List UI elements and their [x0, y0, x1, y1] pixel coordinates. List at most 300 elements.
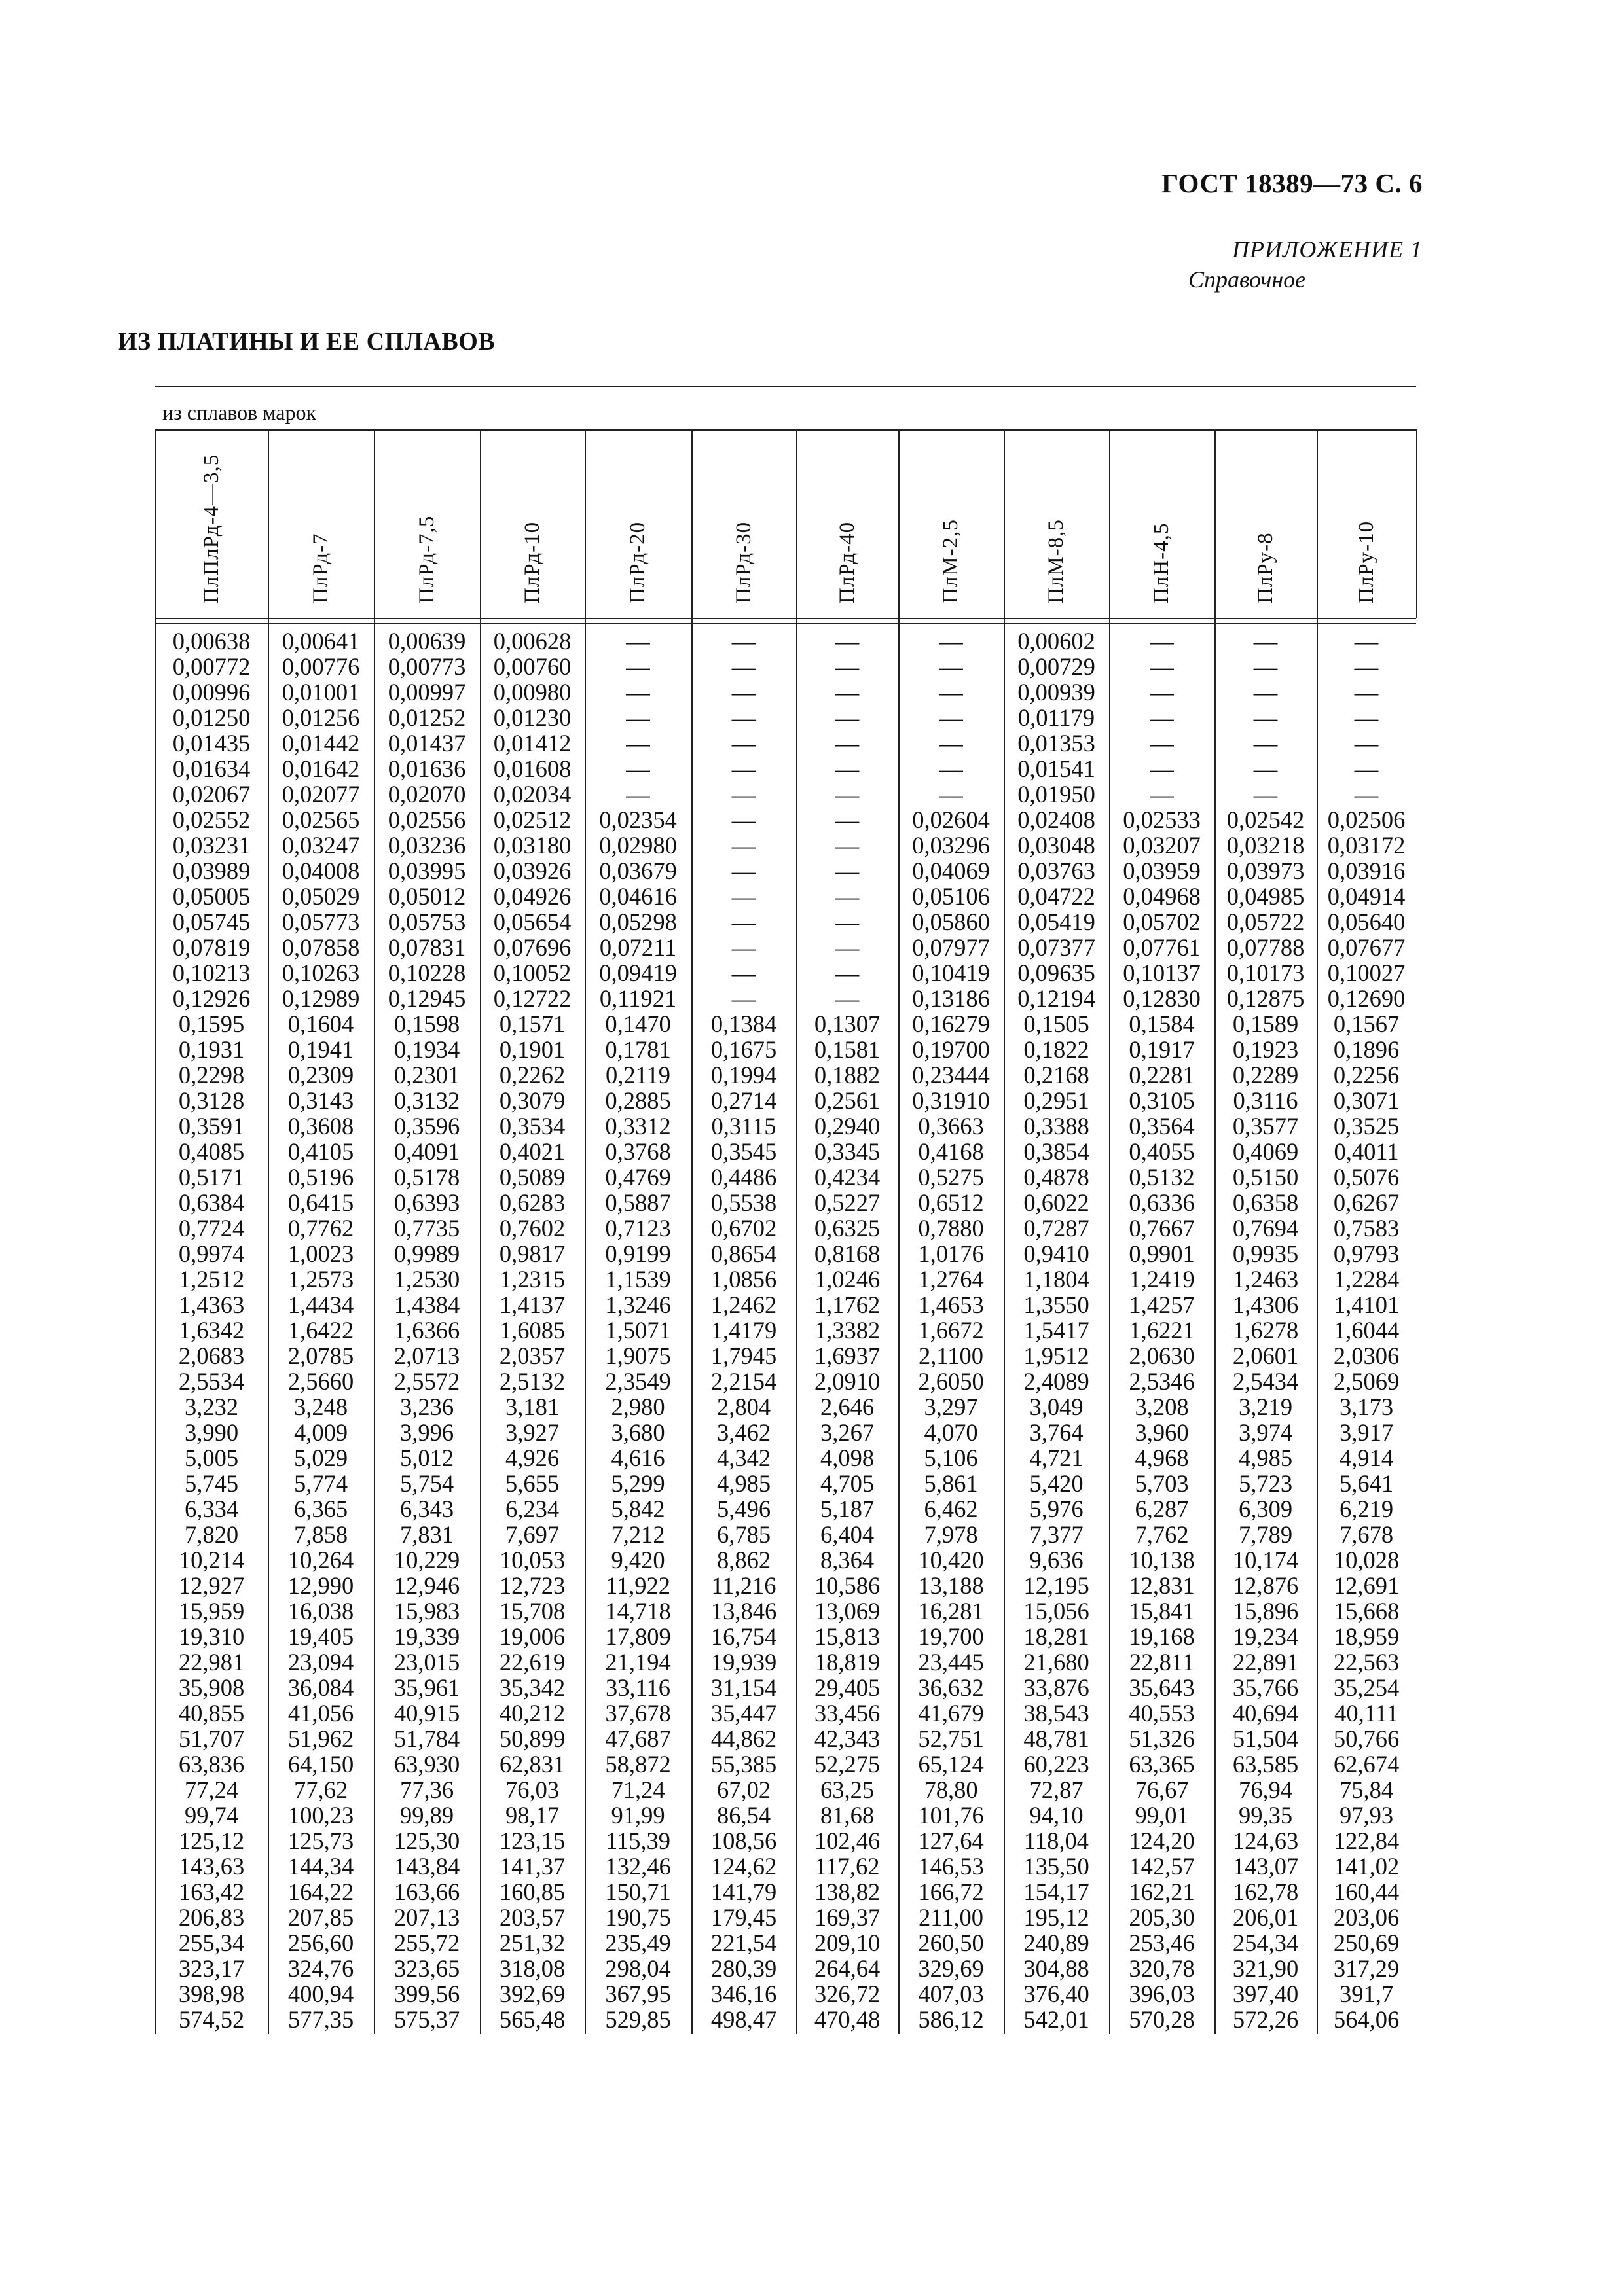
table-cell: 51,784: [393, 1725, 460, 1752]
table-cell: 3,960: [1135, 1419, 1189, 1446]
table-cell: 0,7602: [499, 1215, 566, 1242]
table-cell: 12,195: [1023, 1572, 1089, 1599]
table-cell: 586,12: [918, 2006, 984, 2033]
table-cell: 318,08: [499, 1955, 566, 1982]
table-cell: 0,6283: [499, 1189, 566, 1216]
table-cell: —: [1354, 653, 1379, 680]
table-cell: 3,248: [293, 1393, 348, 1420]
table-cell: 13,069: [814, 1598, 881, 1624]
table-cell: 391,7: [1339, 1981, 1394, 2007]
table-cell: 47,687: [605, 1725, 671, 1752]
table-cell: 150,71: [605, 1878, 671, 1905]
column-header: [691, 429, 796, 618]
column-header: [268, 429, 374, 618]
table-cell: —: [731, 730, 756, 757]
table-cell: 143,63: [178, 1853, 245, 1880]
table-cell: 2,646: [820, 1393, 875, 1420]
table-cell: 40,855: [178, 1700, 245, 1727]
column-values: [1317, 628, 1416, 2032]
table-cell: 1,6366: [393, 1317, 460, 1344]
table-cell: —: [1150, 679, 1174, 706]
table-cell: 0,2714: [710, 1087, 777, 1114]
table-cell: 35,766: [1232, 1674, 1299, 1701]
table-cell: 35,447: [710, 1700, 777, 1727]
table-cell: 16,754: [710, 1623, 777, 1650]
table-cell: 0,7880: [918, 1215, 984, 1242]
column-values: [898, 628, 1004, 2032]
table-cell: 0,3115: [711, 1113, 776, 1139]
table-cell: 209,10: [814, 1929, 881, 1956]
column-header: [898, 429, 1004, 618]
table-cell: —: [1253, 653, 1278, 680]
column-header-label: ПлРд-20: [626, 521, 649, 603]
table-cell: —: [835, 704, 860, 731]
table-cell: 3,974: [1238, 1419, 1293, 1446]
table-cell: 0,6702: [710, 1215, 777, 1242]
table-cell: 0,10052: [493, 960, 572, 986]
table-cell: 1,6342: [178, 1317, 245, 1344]
table-cell: 22,891: [1232, 1649, 1299, 1676]
table-cell: 7,762: [1135, 1521, 1189, 1548]
table-cell: 7,377: [1029, 1521, 1084, 1548]
table-cell: 36,084: [287, 1674, 354, 1701]
table-cell: 235,49: [605, 1929, 671, 1956]
table-cell: —: [626, 730, 650, 757]
column-values: [585, 628, 691, 2032]
table-cell: 4,721: [1029, 1444, 1084, 1471]
table-cell: 0,12875: [1226, 985, 1305, 1012]
table-cell: 2,0357: [499, 1342, 566, 1369]
table-cell: 0,3071: [1333, 1087, 1400, 1114]
table-cell: 5,703: [1135, 1470, 1189, 1497]
table-cell: 0,10137: [1123, 960, 1201, 986]
table-cell: 5,745: [184, 1470, 239, 1497]
table-cell: 51,504: [1232, 1725, 1299, 1752]
table-cell: —: [731, 960, 756, 986]
table-cell: 264,64: [814, 1955, 881, 1982]
table-cell: 0,02408: [1017, 806, 1095, 833]
table-cell: 160,85: [499, 1878, 566, 1905]
column-header: [155, 429, 268, 618]
table-cell: 0,07831: [388, 934, 466, 961]
table-cell: 0,2301: [393, 1062, 460, 1088]
table-cell: 22,619: [499, 1649, 566, 1676]
column-header-label: ПлРу-8: [1253, 532, 1277, 603]
table-cell: 41,056: [287, 1700, 354, 1727]
table-cell: —: [835, 985, 860, 1012]
table-cell: 141,79: [710, 1878, 777, 1905]
table-cell: —: [731, 985, 756, 1012]
table-cell: 255,72: [393, 1929, 460, 1956]
table-cell: 1,6422: [287, 1317, 354, 1344]
table-cell: 0,03763: [1017, 857, 1095, 884]
table-cell: 124,62: [710, 1853, 777, 1880]
column-header: [1317, 429, 1416, 618]
table-cell: 1,1539: [605, 1266, 671, 1293]
table-cell: 0,01442: [282, 730, 360, 757]
table-cell: 0,4105: [287, 1138, 354, 1165]
table-cell: 0,3345: [814, 1138, 881, 1165]
table-cell: 0,03916: [1327, 857, 1406, 884]
table-cell: 10,229: [393, 1547, 460, 1573]
table-cell: 0,3525: [1333, 1113, 1400, 1139]
table-cell: 324,76: [287, 1955, 354, 1982]
table-cell: 0,09419: [599, 960, 677, 986]
table-cell: 0,07858: [282, 934, 360, 961]
table-cell: 400,94: [287, 1981, 354, 2007]
table-cell: 0,00996: [172, 679, 251, 706]
table-cell: 19,700: [918, 1623, 984, 1650]
table-cell: 1,2284: [1333, 1266, 1400, 1293]
table-cell: 0,11921: [599, 985, 677, 1012]
table-cell: 0,05773: [282, 908, 360, 935]
table-cell: —: [1253, 628, 1278, 655]
table-cell: 18,959: [1333, 1623, 1400, 1650]
table-cell: 3,297: [924, 1393, 978, 1420]
table-cell: 0,03679: [599, 857, 677, 884]
table-cell: 1,4653: [918, 1291, 984, 1318]
table-cell: —: [731, 755, 756, 782]
table-cell: 102,46: [814, 1827, 881, 1854]
table-cell: 7,678: [1339, 1521, 1394, 1548]
table-cell: 10,138: [1129, 1547, 1195, 1573]
table-cell: 0,3534: [499, 1113, 566, 1139]
table-cell: 203,06: [1333, 1904, 1400, 1931]
table-cell: —: [731, 781, 756, 808]
table-cell: 160,44: [1333, 1878, 1400, 1905]
table-cell: 4,705: [820, 1470, 875, 1497]
table-subheader: из сплавов марок: [162, 401, 317, 424]
table-cell: 5,005: [184, 1444, 239, 1471]
table-cell: —: [835, 832, 860, 859]
table-cell: 19,234: [1232, 1623, 1299, 1650]
table-cell: 2,5434: [1232, 1368, 1299, 1395]
table-cell: 0,4021: [499, 1138, 566, 1165]
table-cell: 125,30: [393, 1827, 460, 1854]
table-cell: 0,2885: [605, 1087, 671, 1114]
table-cell: 1,2512: [178, 1266, 245, 1293]
table-body-rule: [155, 618, 1416, 619]
table-cell: 0,9974: [178, 1240, 245, 1267]
table-cell: —: [731, 934, 756, 961]
table-cell: 0,4085: [178, 1138, 245, 1165]
table-cell: 5,299: [611, 1470, 665, 1497]
table-cell: 135,50: [1023, 1853, 1089, 1880]
table-cell: 15,813: [814, 1623, 881, 1650]
table-cell: 15,056: [1023, 1598, 1089, 1624]
table-cell: 572,26: [1232, 2006, 1299, 2033]
table-cell: 1,4101: [1333, 1291, 1400, 1318]
table-cell: 35,342: [499, 1674, 566, 1701]
table-cell: 10,586: [814, 1572, 881, 1599]
table-cell: 0,01256: [282, 704, 360, 731]
table-cell: 564,06: [1333, 2006, 1400, 2033]
table-cell: 15,708: [499, 1598, 566, 1624]
table-cell: 51,707: [178, 1725, 245, 1752]
table-cell: 3,764: [1029, 1419, 1084, 1446]
table-cell: 207,13: [393, 1904, 460, 1931]
table-cell: —: [939, 679, 963, 706]
table-cell: 2,0601: [1232, 1342, 1299, 1369]
table-cell: 0,07377: [1017, 934, 1095, 961]
table-cell: 108,56: [710, 1827, 777, 1854]
table-cell: 162,78: [1232, 1878, 1299, 1905]
table-cell: 1,2462: [710, 1291, 777, 1318]
table-cell: 5,029: [293, 1444, 348, 1471]
table-cell: 376,40: [1023, 1981, 1089, 2007]
table-cell: 5,420: [1029, 1470, 1084, 1497]
table-cell: 323,17: [178, 1955, 245, 1982]
section-title: ИЗ ПЛАТИНЫ И ЕЕ СПЛАВОВ: [118, 328, 496, 355]
table-cell: 0,03048: [1017, 832, 1095, 859]
table-cell: —: [1354, 781, 1379, 808]
table-cell: 154,17: [1023, 1878, 1089, 1905]
table-cell: 115,39: [605, 1827, 671, 1854]
table-cell: —: [731, 628, 756, 655]
table-column-divider: [1416, 429, 1417, 618]
table-cell: 0,5196: [287, 1164, 354, 1191]
table-cell: 0,01435: [172, 730, 251, 757]
table-cell: 0,6336: [1129, 1189, 1195, 1216]
table-cell: 12,946: [393, 1572, 460, 1599]
table-cell: 0,02034: [493, 781, 572, 808]
table-cell: 4,968: [1135, 1444, 1189, 1471]
table-cell: 5,187: [820, 1496, 875, 1522]
table-cell: 0,02512: [493, 806, 572, 833]
table-cell: 10,264: [287, 1547, 354, 1573]
table-cell: 0,1595: [178, 1011, 245, 1037]
table-cell: 0,07977: [912, 934, 990, 961]
table-cell: 498,47: [710, 2006, 777, 2033]
table-cell: 3,049: [1029, 1393, 1084, 1420]
table-cell: 15,983: [393, 1598, 460, 1624]
table-cell: 5,861: [924, 1470, 978, 1497]
table-cell: 37,678: [605, 1700, 671, 1727]
table-cell: 31,154: [710, 1674, 777, 1701]
table-cell: 0,3854: [1023, 1138, 1089, 1165]
table-cell: 5,641: [1339, 1470, 1394, 1497]
table-cell: 0,1822: [1023, 1036, 1089, 1063]
table-cell: 0,1589: [1232, 1011, 1299, 1037]
table-cell: 0,03218: [1226, 832, 1305, 859]
table-cell: 0,1470: [605, 1011, 671, 1037]
table-cell: 35,643: [1129, 1674, 1195, 1701]
table-top-rule: [155, 386, 1416, 387]
table-cell: 0,5227: [814, 1189, 881, 1216]
table-cell: 255,34: [178, 1929, 245, 1956]
table-cell: 5,012: [399, 1444, 454, 1471]
table-cell: 15,896: [1232, 1598, 1299, 1624]
table-cell: 76,67: [1135, 1776, 1189, 1803]
table-cell: 0,12690: [1327, 985, 1406, 1012]
table-cell: 1,9075: [605, 1342, 671, 1369]
column-header: [1004, 429, 1109, 618]
table-cell: 40,694: [1232, 1700, 1299, 1727]
table-cell: 0,00729: [1017, 653, 1095, 680]
table-cell: 0,1598: [393, 1011, 460, 1037]
table-cell: 2,0910: [814, 1368, 881, 1395]
table-cell: 0,02067: [172, 781, 251, 808]
table-cell: 1,2530: [393, 1266, 460, 1293]
table-cell: 51,326: [1129, 1725, 1195, 1752]
table-cell: 40,553: [1129, 1700, 1195, 1727]
table-cell: 179,45: [710, 1904, 777, 1931]
table-cell: 143,07: [1232, 1853, 1299, 1880]
table-cell: —: [1253, 781, 1278, 808]
table-cell: 0,19700: [912, 1036, 990, 1063]
table-cell: 2,0630: [1129, 1342, 1195, 1369]
table-cell: 71,24: [611, 1776, 665, 1803]
table-cell: 10,028: [1333, 1547, 1400, 1573]
table-cell: 7,978: [924, 1521, 978, 1548]
table-cell: 0,8654: [710, 1240, 777, 1267]
table-cell: 1,9512: [1023, 1342, 1089, 1369]
table-cell: 81,68: [820, 1802, 875, 1829]
table-cell: 0,3591: [178, 1113, 245, 1139]
table-cell: 42,343: [814, 1725, 881, 1752]
table-cell: 58,872: [605, 1751, 671, 1778]
table-cell: 0,9935: [1232, 1240, 1299, 1267]
table-cell: 14,718: [605, 1598, 671, 1624]
table-cell: 0,16279: [912, 1011, 990, 1037]
table-cell: 0,4769: [605, 1164, 671, 1191]
table-cell: 0,9817: [499, 1240, 566, 1267]
table-cell: 1,4257: [1129, 1291, 1195, 1318]
table-cell: 570,28: [1129, 2006, 1195, 2033]
table-cell: 6,343: [399, 1496, 454, 1522]
table-cell: 1,5071: [605, 1317, 671, 1344]
table-cell: 1,4179: [710, 1317, 777, 1344]
column-header-label: ПлМ-2,5: [939, 519, 962, 603]
table-cell: 0,00641: [282, 628, 360, 655]
table-cell: 3,917: [1339, 1419, 1394, 1446]
table-cell: 1,4306: [1232, 1291, 1299, 1318]
table-cell: 0,3312: [605, 1113, 671, 1139]
table-cell: 0,6325: [814, 1215, 881, 1242]
table-cell: 0,6384: [178, 1189, 245, 1216]
table-cell: 407,03: [918, 1981, 984, 2007]
table-cell: 575,37: [393, 2006, 460, 2033]
table-cell: 77,24: [184, 1776, 239, 1803]
table-cell: 1,2573: [287, 1266, 354, 1293]
table-cell: 0,3132: [393, 1087, 460, 1114]
table-cell: 0,04914: [1327, 883, 1406, 910]
table-cell: 0,05702: [1123, 908, 1201, 935]
table-cell: 0,02980: [599, 832, 677, 859]
table-cell: 0,5178: [393, 1164, 460, 1191]
table-cell: 23,094: [287, 1649, 354, 1676]
table-cell: 162,21: [1129, 1878, 1195, 1905]
table-cell: 97,93: [1339, 1802, 1394, 1829]
table-cell: 0,03236: [388, 832, 466, 859]
table-cell: 0,12722: [493, 985, 572, 1012]
table-cell: 63,930: [393, 1751, 460, 1778]
table-cell: 4,616: [611, 1444, 665, 1471]
table-cell: 1,2463: [1232, 1266, 1299, 1293]
table-cell: 206,83: [178, 1904, 245, 1931]
table-cell: 19,310: [178, 1623, 245, 1650]
table-cell: 5,842: [611, 1496, 665, 1522]
table-cell: —: [1354, 755, 1379, 782]
table-cell: 5,754: [399, 1470, 454, 1497]
table-cell: 35,961: [393, 1674, 460, 1701]
table-cell: 9,420: [611, 1547, 665, 1573]
table-cell: 399,56: [393, 1981, 460, 2007]
table-cell: 574,52: [178, 2006, 245, 2033]
table-cell: 63,585: [1232, 1751, 1299, 1778]
table-cell: 0,10263: [282, 960, 360, 986]
table-cell: 0,01950: [1017, 781, 1095, 808]
table-cell: —: [939, 781, 963, 808]
table-cell: 0,2119: [605, 1062, 671, 1088]
table-cell: 0,12989: [282, 985, 360, 1012]
table-cell: 2,5660: [287, 1368, 354, 1395]
column-values: [268, 628, 374, 2032]
table-cell: 0,2289: [1232, 1062, 1299, 1088]
table-cell: 0,7735: [393, 1215, 460, 1242]
table-cell: 76,03: [505, 1776, 560, 1803]
column-header: [374, 429, 480, 618]
table-cell: 4,926: [505, 1444, 560, 1471]
table-cell: 0,3608: [287, 1113, 354, 1139]
table-cell: 99,35: [1238, 1802, 1293, 1829]
table-cell: —: [626, 755, 650, 782]
table-cell: 98,17: [505, 1802, 560, 1829]
table-cell: 0,2168: [1023, 1062, 1089, 1088]
table-cell: —: [1253, 704, 1278, 731]
table-cell: 0,04069: [912, 857, 990, 884]
table-cell: 0,05753: [388, 908, 466, 935]
table-cell: 7,820: [184, 1521, 239, 1548]
table-cell: 1,6044: [1333, 1317, 1400, 1344]
table-cell: 41,679: [918, 1700, 984, 1727]
table-cell: 0,02070: [388, 781, 466, 808]
table-cell: 0,00773: [388, 653, 466, 680]
table-cell: 1,4363: [178, 1291, 245, 1318]
table-cell: 298,04: [605, 1955, 671, 1982]
table-cell: 36,632: [918, 1674, 984, 1701]
table-cell: 63,25: [820, 1776, 875, 1803]
table-cell: 5,655: [505, 1470, 560, 1497]
table-cell: 10,214: [178, 1547, 245, 1573]
table-cell: 169,37: [814, 1904, 881, 1931]
table-cell: 2,6050: [918, 1368, 984, 1395]
table-cell: 50,766: [1333, 1725, 1400, 1752]
table-cell: 141,02: [1333, 1853, 1400, 1880]
table-cell: 63,365: [1129, 1751, 1195, 1778]
table-cell: 565,48: [499, 2006, 566, 2033]
table-cell: 94,10: [1029, 1802, 1084, 1829]
table-cell: 52,275: [814, 1751, 881, 1778]
table-cell: 0,05654: [493, 908, 572, 935]
column-header-label: ПлРд-7: [308, 533, 333, 603]
table-cell: 1,6221: [1129, 1317, 1195, 1344]
table-cell: —: [939, 704, 963, 731]
table-cell: 5,976: [1029, 1496, 1084, 1522]
table-cell: 0,1931: [178, 1036, 245, 1063]
table-cell: 1,4384: [393, 1291, 460, 1318]
table-cell: 0,5089: [499, 1164, 566, 1191]
table-cell: 0,3564: [1129, 1113, 1195, 1139]
table-cell: 1,0246: [814, 1266, 881, 1293]
table-cell: —: [1354, 679, 1379, 706]
table-cell: 0,4878: [1023, 1164, 1089, 1191]
table-cell: 3,173: [1339, 1393, 1394, 1420]
table-cell: 0,01608: [493, 755, 572, 782]
table-cell: 0,05860: [912, 908, 990, 935]
table-cell: 0,1675: [710, 1036, 777, 1063]
table-cell: 2,0683: [178, 1342, 245, 1369]
